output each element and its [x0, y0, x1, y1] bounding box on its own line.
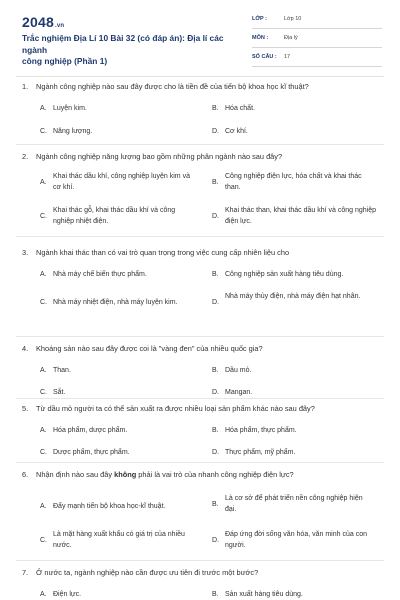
option-text: Hóa chất. — [225, 105, 255, 112]
option-letter: B. — [212, 105, 219, 112]
option-letter: A. — [40, 591, 47, 598]
question-body: Khoáng sản nào sau đây được coi là "vàng đen" của nhiều quốc gia? — [36, 344, 263, 353]
site-logo[interactable] — [22, 14, 64, 30]
meta-row-count — [252, 52, 382, 67]
question-number: 1. — [22, 82, 29, 91]
question-emphasis: không — [114, 470, 137, 479]
option-text: Điện lực. — [53, 591, 82, 598]
question-number: 4. — [22, 344, 29, 353]
option-letter: A. — [40, 367, 47, 374]
question-body: Ở nước ta, ngành nghiệp nào cần được ưu tiên đi trước một bước? — [36, 568, 259, 577]
option-text: Khai thác dầu khí, công nghiệp luyện kim và cơ khí. — [53, 173, 190, 191]
question-text — [22, 248, 382, 258]
question-text — [22, 152, 382, 162]
option-letter: C. — [40, 389, 47, 396]
option-letter: C. — [40, 299, 47, 306]
option-letter: B. — [212, 427, 219, 434]
page-title — [22, 33, 232, 68]
meta-row-subject — [252, 33, 382, 48]
question-body-after: phải là vai trò của nhanh công nghiệp điện lực? — [136, 470, 294, 479]
question-text — [22, 470, 382, 480]
meta-value: Địa lý — [284, 35, 298, 41]
meta-value: Lớp 10 — [284, 16, 302, 22]
option-text: Dầu mỏ. — [225, 367, 252, 374]
option-text: Công nghiệp điện lực, hóa chất và khai thác than. — [225, 173, 362, 191]
option-letter: A. — [40, 105, 47, 112]
option-text: Là cơ sở để phát triển nền công nghiệp hiện đại. — [225, 495, 363, 513]
question-divider — [16, 336, 384, 337]
option-letter: D. — [212, 299, 219, 306]
page-title-line-2: công nghiệp (Phần 1) — [22, 56, 108, 66]
option-letter: D. — [212, 389, 219, 396]
option-text: Sắt. — [53, 389, 66, 396]
option-text: Công nghiệp sản xuất hàng tiêu dùng. — [225, 271, 344, 278]
question-text — [22, 344, 382, 354]
option-letter: B. — [212, 367, 219, 374]
logo-suffix: .vn — [54, 23, 65, 29]
option-letter: C. — [40, 128, 47, 135]
option-text: Nhà máy chế biến thực phẩm. — [53, 271, 147, 278]
option-letter: D. — [212, 128, 219, 135]
question-number: 2. — [22, 152, 29, 161]
option-letter: C. — [40, 537, 47, 544]
question-text — [22, 82, 382, 92]
option-letter: B. — [212, 591, 219, 598]
option-text: Cơ khí. — [225, 128, 248, 135]
option-letter: A. — [40, 503, 47, 510]
question-number: 7. — [22, 568, 29, 577]
question-divider — [16, 398, 384, 399]
question-divider — [16, 144, 384, 145]
option-text: Mangan. — [225, 389, 253, 396]
option-letter: B. — [212, 501, 219, 508]
meta-label: SỐ CÂU : — [252, 54, 277, 60]
option-letter: B. — [212, 179, 219, 186]
question-number: 5. — [22, 404, 29, 413]
option-letter: D. — [212, 537, 219, 544]
option-letter: A. — [40, 271, 47, 278]
meta-row-class — [252, 14, 382, 29]
page-title-line-1: Trắc nghiệm Địa Lí 10 Bài 32 (có đáp án): Địa lí các ngành — [22, 33, 224, 55]
page-header — [0, 0, 400, 72]
question-number: 3. — [22, 248, 29, 257]
header-divider — [16, 76, 384, 77]
option-letter: A. — [40, 427, 47, 434]
option-letter: A. — [40, 179, 47, 186]
option-text: Thực phẩm, mỹ phẩm. — [225, 449, 296, 456]
option-text: Năng lượng. — [53, 128, 93, 135]
option-text: Than. — [53, 367, 71, 374]
option-text: Nhà máy nhiệt điện, nhà máy luyện kim. — [53, 299, 178, 306]
question-body: Ngành công nghiệp năng lượng bao gồm những phân ngành nào sau đây? — [36, 152, 283, 161]
meta-panel — [252, 14, 382, 71]
meta-label: LỚP : — [252, 16, 267, 22]
option-letter: D. — [212, 213, 219, 220]
option-letter: C. — [40, 213, 47, 220]
question-body: Từ dầu mỏ người ta có thể sản xuất ra được nhiều loại sản phẩm khác nào sau đây? — [36, 404, 315, 413]
option-text: Luyện kim. — [53, 105, 87, 112]
question-number: 6. — [22, 470, 29, 479]
question-divider — [16, 462, 384, 463]
option-letter: B. — [212, 271, 219, 278]
option-text: Khai thác than, khai thác dầu khí và công nghiệp điện lực. — [225, 207, 376, 225]
question-body: Ngành khai thác than có vai trò quan trọng trong việc cung cấp nhiên liệu cho — [36, 248, 290, 257]
option-letter: C. — [40, 449, 47, 456]
option-text: Đáp ứng đời sống văn hóa, văn minh của con người. — [225, 531, 367, 549]
question-text — [22, 404, 382, 414]
option-letter: D. — [212, 449, 219, 456]
option-text: Là mặt hàng xuất khẩu có giá trị của nhiều nước. — [53, 531, 185, 549]
question-body: Ngành công nghiệp nào sau đây được cho là tiền đề của tiến bộ khoa học kĩ thuật? — [36, 82, 309, 91]
option-text: Đẩy mạnh tiến bộ khoa học-kĩ thuật. — [53, 503, 166, 510]
meta-label: MÔN : — [252, 35, 269, 41]
question-divider — [16, 236, 384, 237]
option-text: Dược phẩm, thực phẩm. — [53, 449, 130, 456]
option-text: Hóa phẩm, thực phẩm. — [225, 427, 297, 434]
question-text — [22, 568, 382, 578]
option-text: Khai thác gỗ, khai thác dầu khí và công nghiệp nhiệt điện. — [53, 207, 176, 225]
meta-value: 17 — [284, 54, 291, 60]
question-divider — [16, 560, 384, 561]
option-text: Sản xuất hàng tiêu dùng. — [225, 591, 303, 598]
logo-main: 2048 — [22, 14, 54, 30]
question-body-before: Nhận định nào sau đây — [36, 470, 115, 479]
option-text: Hóa phẩm, dược phẩm. — [53, 427, 128, 434]
option-text: Nhà máy thủy điện, nhà máy điện hạt nhân. — [225, 293, 361, 300]
